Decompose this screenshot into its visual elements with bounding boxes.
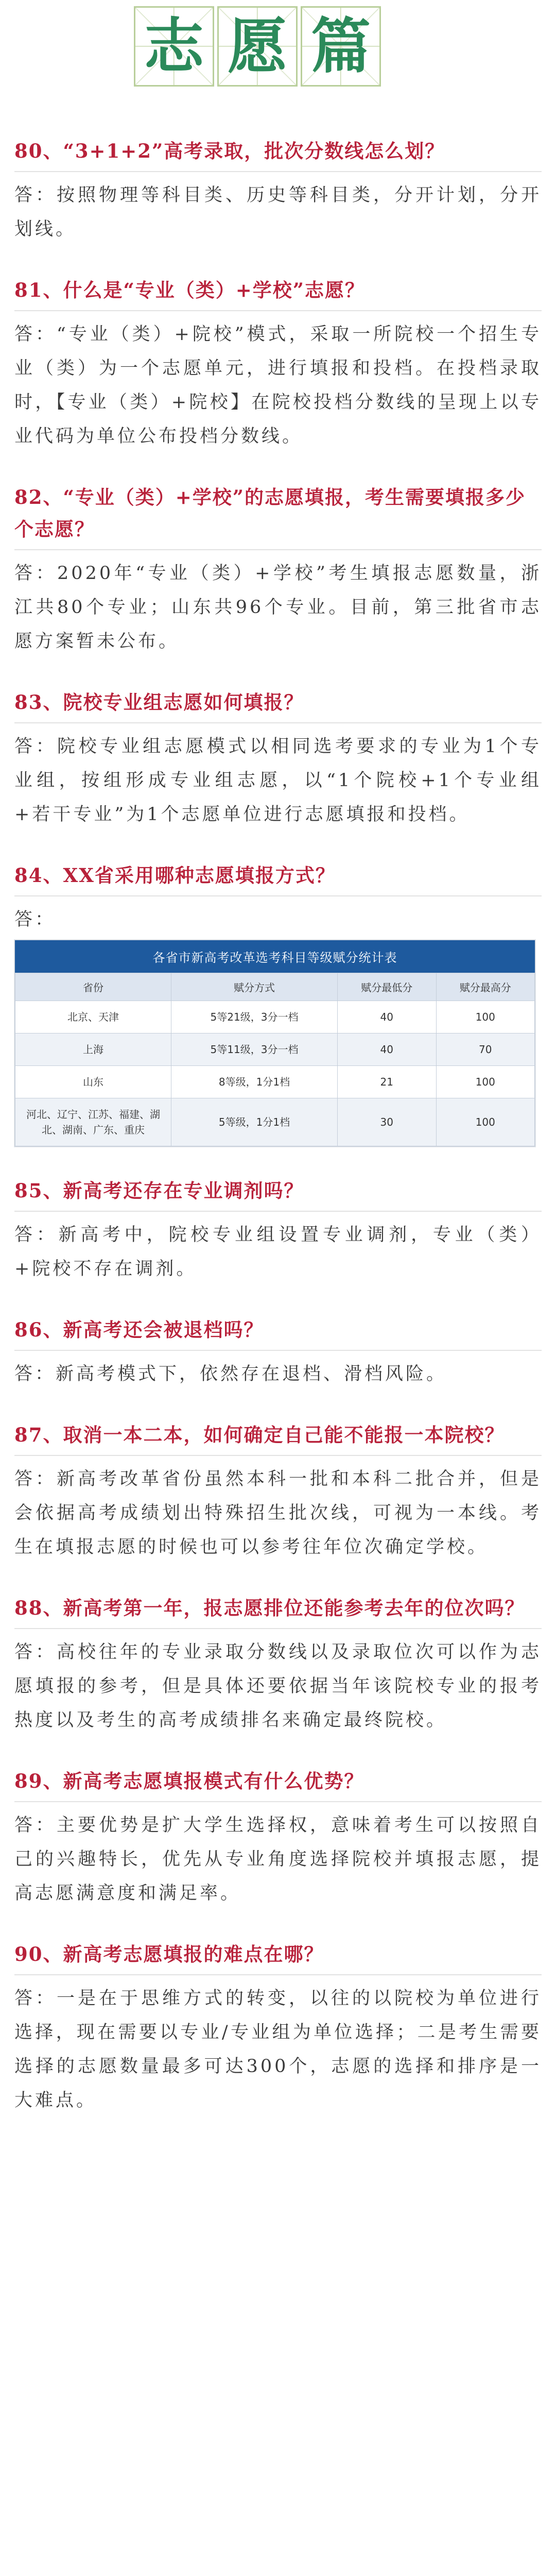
title-char: 篇 xyxy=(311,11,371,81)
question: 87、取消一本二本，如何确定自己能不能报一本院校？ xyxy=(14,1423,505,1446)
answer: 答：2020年“专业（类）+学校”考生填报志愿数量，浙江共80个专业；山东共96个专业。目前，第三批省市志愿方案暂未公布。 xyxy=(14,563,542,652)
question: 84、XX省采用哪种志愿填报方式？ xyxy=(14,864,336,887)
qa-list xyxy=(14,135,542,2145)
qa-item xyxy=(14,1314,542,1391)
table-row xyxy=(15,1066,535,1098)
qa-item xyxy=(14,135,542,246)
divider xyxy=(14,171,542,172)
table-cell: 上海 xyxy=(15,1033,171,1066)
table-cell: 山东 xyxy=(15,1066,171,1098)
divider xyxy=(14,1350,542,1351)
question: 88、新高考第一年，报志愿排位还能参考去年的位次吗？ xyxy=(14,1597,525,1619)
divider xyxy=(14,549,542,550)
divider xyxy=(14,895,542,896)
divider xyxy=(14,1974,542,1975)
table-cell: 5等21级，3分一档 xyxy=(171,1001,338,1033)
title-char-box xyxy=(134,6,214,87)
table-header: 省份 xyxy=(15,973,171,1001)
table-header: 赋分最低分 xyxy=(338,973,437,1001)
score-table-card xyxy=(14,940,535,1147)
answer: 答：按照物理等科目类、历史等科目类，分开计划，分开划线。 xyxy=(14,185,542,240)
answer: 答：一是在于思维方式的转变，以往的以院校为单位进行选择，现在需要以专业/专业组为单位选择；二是考生需要选择的志愿数量最多可达300个，志愿的选择和排序是一大难点。 xyxy=(14,1988,542,2111)
table-row xyxy=(15,1098,535,1146)
score-table xyxy=(15,973,535,1146)
table-cell: 40 xyxy=(338,1001,437,1033)
question: 80、“3+1+2”高考录取，批次分数线怎么划？ xyxy=(14,140,445,162)
question: 83、院校专业组志愿如何填报？ xyxy=(14,691,304,714)
question: 85、新高考还存在专业调剂吗？ xyxy=(14,1179,304,1202)
table-header-row xyxy=(15,973,535,1001)
section-title xyxy=(134,6,381,94)
qa-item xyxy=(14,481,542,658)
question: 82、“专业（类）+学校”的志愿填报，考生需要填报多少个志愿？ xyxy=(14,486,526,540)
divider xyxy=(14,1211,542,1212)
table-cell: 5等11级，3分一档 xyxy=(171,1033,338,1066)
divider xyxy=(14,1801,542,1802)
qa-item xyxy=(14,1765,542,1910)
table-cell: 100 xyxy=(436,1066,535,1098)
qa-item xyxy=(14,1419,542,1564)
table-cell: 100 xyxy=(436,1098,535,1146)
table-cell: 5等级，1分1档 xyxy=(171,1098,338,1146)
title-char-box xyxy=(301,6,381,87)
answer: 答：“专业（类）+院校”模式，采取一所院校一个招生专业（类）为一个志愿单元，进行填报和投档。在投档录取时，【专业（类）+院校】在院校投档分数线的呈现上以专业代码为单位公布投档分数线。 xyxy=(14,324,542,447)
answer: 答： xyxy=(14,909,56,930)
answer: 答：新高考中，院校专业组设置专业调剂，专业（类）+院校不存在调剂。 xyxy=(14,1225,542,1279)
qa-item xyxy=(14,686,542,832)
question: 90、新高考志愿填报的难点在哪？ xyxy=(14,1943,324,1965)
qa-item xyxy=(14,1938,542,2117)
qa-item xyxy=(14,859,542,1147)
table-cell: 30 xyxy=(338,1098,437,1146)
answer: 答：主要优势是扩大学生选择权，意味着考生可以按照自己的兴趣特长，优先从专业角度选择院校并填报志愿，提高志愿满意度和满足率。 xyxy=(14,1815,542,1904)
answer: 答：高校往年的专业录取分数线以及录取位次可以作为志愿填报的参考，但是具体还要依据当年该院校专业的报考热度以及考生的高考成绩排名来确定最终院校。 xyxy=(14,1642,542,1731)
question: 89、新高考志愿填报模式有什么优势？ xyxy=(14,1770,364,1792)
answer: 答：新高考模式下，依然存在退档、滑档风险。 xyxy=(14,1364,447,1384)
title-char: 愿 xyxy=(228,11,287,81)
divider xyxy=(14,310,542,311)
answer: 答：新高考改革省份虽然本科一批和本科二批合并，但是会依据高考成绩划出特殊招生批次线，可视为一本线。考生在填报志愿的时候也可以参考往年位次确定学校。 xyxy=(14,1469,542,1557)
question: 86、新高考还会被退档吗？ xyxy=(14,1318,264,1341)
table-row xyxy=(15,1033,535,1066)
question: 81、什么是“专业（类）+学校”志愿？ xyxy=(14,279,366,301)
qa-item xyxy=(14,1592,542,1737)
divider xyxy=(14,1455,542,1456)
table-caption: 各省市新高考改革选考科目等级赋分统计表 xyxy=(15,940,535,973)
title-char-box xyxy=(217,6,298,87)
table-cell: 100 xyxy=(436,1001,535,1033)
answer: 答：院校专业组志愿模式以相同选考要求的专业为1个专业组，按组形成专业组志愿，以“1个院校+1个专业组+若干专业”为1个志愿单位进行志愿填报和投档。 xyxy=(14,736,542,825)
qa-item xyxy=(14,1175,542,1286)
table-cell: 北京、天津 xyxy=(15,1001,171,1033)
table-row xyxy=(15,1001,535,1033)
title-char: 志 xyxy=(144,11,204,81)
table-cell: 70 xyxy=(436,1033,535,1066)
table-cell: 8等级，1分1档 xyxy=(171,1066,338,1098)
divider xyxy=(14,1628,542,1629)
table-cell: 河北、辽宁、江苏、福建、湖北、湖南、广东、重庆 xyxy=(15,1098,171,1146)
table-cell: 40 xyxy=(338,1033,437,1066)
table-cell: 21 xyxy=(338,1066,437,1098)
table-header: 赋分最高分 xyxy=(436,973,535,1001)
divider xyxy=(14,722,542,723)
qa-item xyxy=(14,274,542,453)
table-header: 赋分方式 xyxy=(171,973,338,1001)
